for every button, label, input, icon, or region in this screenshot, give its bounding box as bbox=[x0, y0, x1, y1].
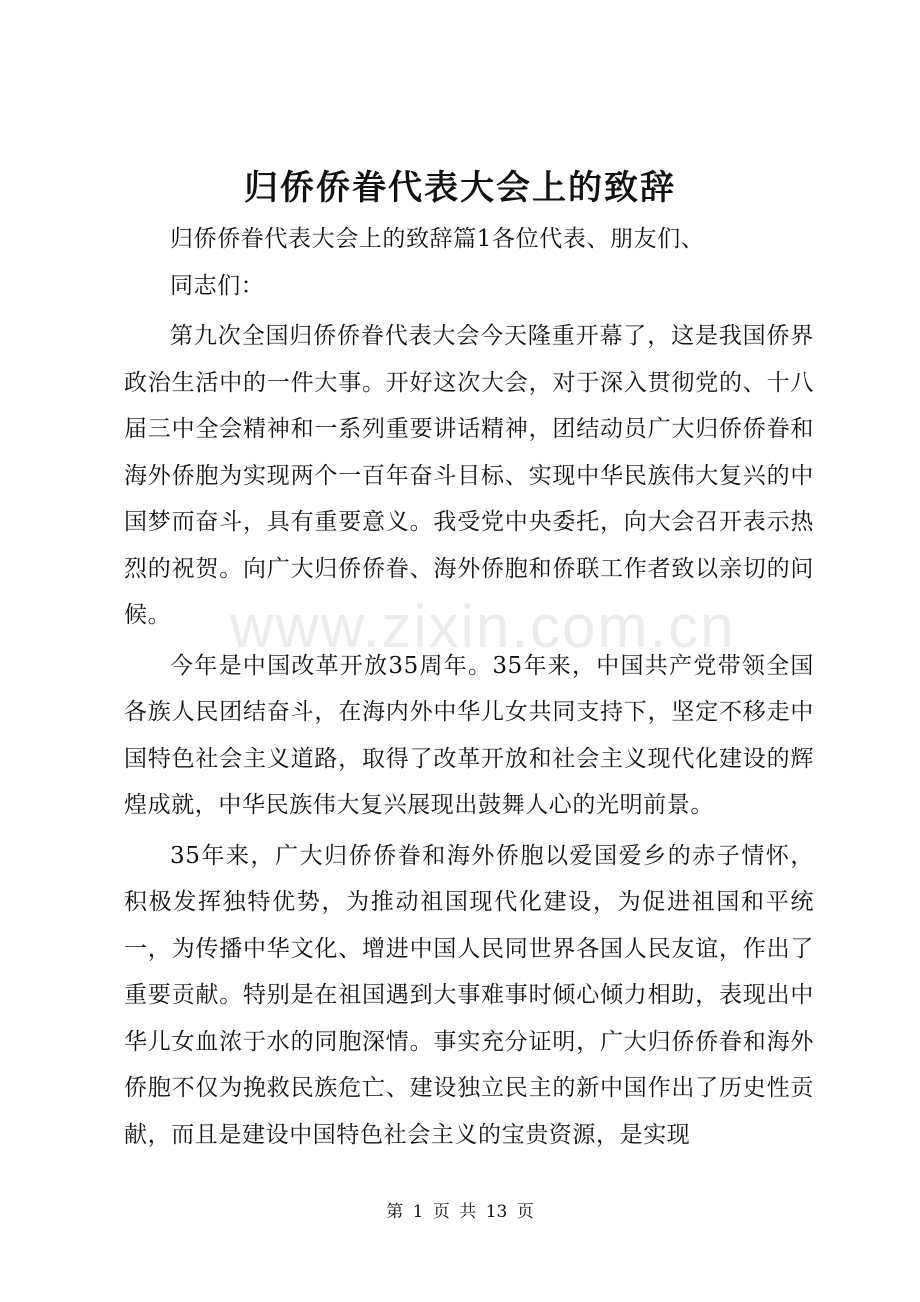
paragraph-opening: 第九次全国归侨侨眷代表大会今天隆重开幕了，这是我国侨界政治生活中的一件大事。开好这次大会，对于深入贯彻党的、十八届三中全会精神和一系列重要讲话精神，团结动员广大归侨侨眷和海外侨胞为实现两个一百年奋斗目标、实现中华民族伟大复兴的中国梦而奋斗，具有重要意义。我受党中央委托，向大会召开表示热烈的祝贺。向广大归侨侨眷、海外侨胞和侨联工作者致以亲切的问候。 bbox=[124, 323, 814, 628]
paragraph-salutation: 同志们： bbox=[170, 272, 265, 299]
document-title: 归侨侨眷代表大会上的致辞 bbox=[244, 168, 676, 208]
paragraph-reform-anniversary: 今年是中国改革开放35周年。35年来，中国共产党带领全国各族人民团结奋斗，在海内外中华儿女共同支持下，坚定不移走中国特色社会主义道路，取得了改革开放和社会主义现代化建设的辉煌成就，中华民族伟大复兴展现出鼓舞人心的光明前景。 bbox=[124, 652, 814, 818]
page-footer: 第 1 页 共 13 页 bbox=[386, 1202, 534, 1222]
paragraph-contributions: 35年来，广大归侨侨眷和海外侨胞以爱国爱乡的赤子情怀，积极发挥独特优势，为推动祖国现代化建设，为促进祖国和平统一，为传播中华文化、增进中国人民同世界各国人民友谊，作出了重要贡献。特别是在祖国遇到大事难事时倾心倾力相助，表现出中华儿女血浓于水的同胞深情。事实充分证明，广大归侨侨眷和海外侨胞不仅为挽救民族危亡、建设独立民主的新中国作出了历史性贡献，而且是建设中国特色社会主义的宝贵资源，是实现 bbox=[124, 842, 814, 1148]
paragraph-intro: 归侨侨眷代表大会上的致辞篇1各位代表、朋友们、 bbox=[170, 226, 705, 252]
watermark: www.zixin.com.cn bbox=[230, 593, 736, 660]
document-body bbox=[124, 216, 814, 1158]
